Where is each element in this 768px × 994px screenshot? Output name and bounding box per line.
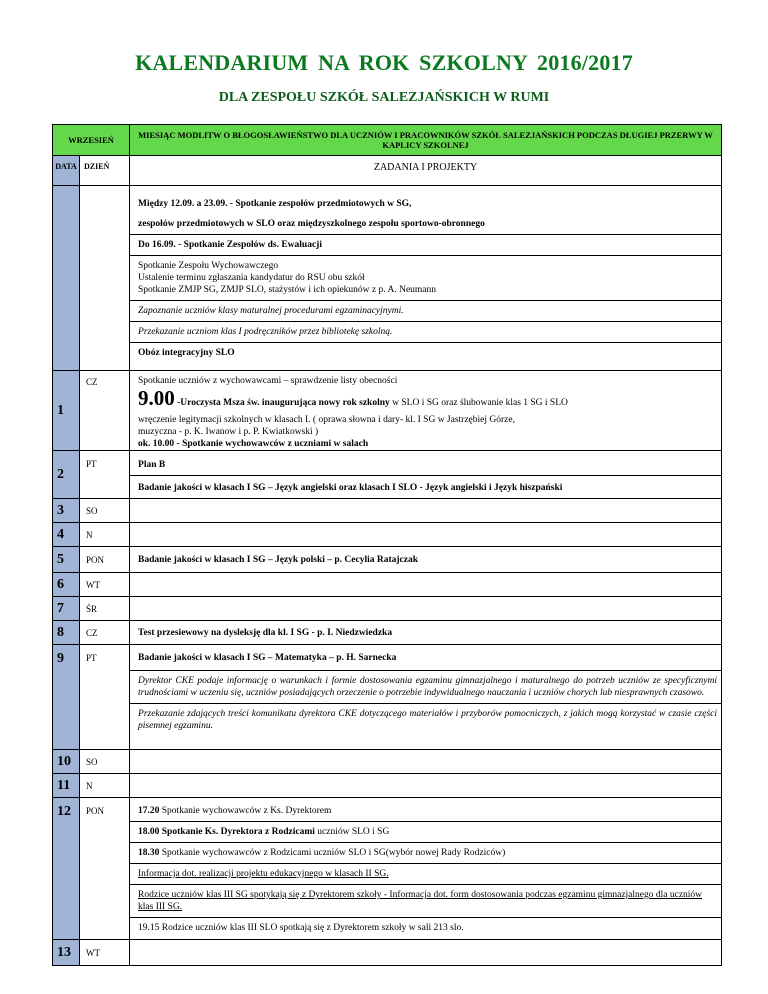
date-number: 5 <box>53 547 80 573</box>
day-tasks <box>130 597 722 621</box>
day-name: CZ <box>80 371 130 451</box>
day-row <box>53 547 722 573</box>
day-name: PON <box>80 547 130 573</box>
tasks-column-header: ZADANIA I PROJEKTY <box>130 156 722 186</box>
day-row <box>53 750 722 774</box>
date-cell <box>53 186 80 371</box>
day-name: SO <box>80 750 130 774</box>
date-column-header: DATA <box>53 156 80 186</box>
calendar-table <box>52 124 722 966</box>
day-name: N <box>80 774 130 798</box>
day-tasks: Badanie jakości w klasach I SG – Matematyka – p. H. Sarnecka Dyrektor CKE podaje informację o warunkach i formie dostosowania egzaminu gimnazjalnego i maturalnego do potrzeb uczniów ze specyficznymi trudnościami w uczeniu się, uczniów posiadających orzeczenie o potrzebie indywidualnego nauczania i uczniów chorych lub niesprawnych czasowo. Przekazanie zdających treści komunikatu dyrektora CKE dotyczącego materiałów i przyborów pomocniczych, z jakich mogą korzystać w czasie części pisemnej egzaminu. <box>130 645 722 750</box>
task-item: zespołów przedmiotowych w SLO oraz międzyszkolnego zespołu sportowo-obronnego <box>130 214 721 235</box>
task-item: Obóz integracyjny SLO <box>138 348 235 358</box>
day-tasks <box>130 774 722 798</box>
date-number: 11 <box>53 774 80 798</box>
column-header-row <box>53 156 722 186</box>
day-cell <box>80 186 130 371</box>
page-subtitle: DLA ZESPOŁU SZKÓŁ SALEZJAŃSKICH W RUMI <box>218 90 550 105</box>
date-number: 4 <box>53 523 80 547</box>
general-row <box>53 186 722 371</box>
day-column-header: DZIEŃ <box>80 156 130 186</box>
day-row <box>53 371 722 451</box>
task-item: Do 16.09. - Spotkanie Zespołów ds. Ewaluacji <box>130 235 721 256</box>
date-number: 7 <box>53 597 80 621</box>
date-number: 13 <box>53 940 80 966</box>
day-row <box>53 774 722 798</box>
date-number: 2 <box>53 451 80 499</box>
page-title: KALENDARIUM NA ROK SZKOLNY 2016/2017 <box>135 50 633 75</box>
day-name: PT <box>80 451 130 499</box>
day-tasks: 17.20 Spotkanie wychowawców z Ks. Dyrektorem 18.00 Spotkanie Ks. Dyrektora z Rodzicami uczniów SLO i SG 18.30 Spotkanie wychowawców z Rodzicami uczniów SLO i SG(wybór nowej Rady Rodziców) Informacja dot. realizacji projektu edukacyjnego w klasach II SG. Rodzice uczniów klas III SG spotykają się z Dyrektorem szkoły - Informacja dot. form dostosowania podczas egzaminu gimnazjalnego dla uczniów klas III SG. 19.15 Rodzice uczniów klas III SLO spotkają się z Dyrektorem szkoły w sali 213 slo. <box>130 798 722 940</box>
day-tasks <box>130 499 722 523</box>
task-item: Między 12.09. a 23.09. - Spotkanie zespołów przedmiotowych w SG, <box>138 199 412 209</box>
date-number: 1 <box>53 371 80 451</box>
day-row <box>53 451 722 499</box>
month-header-row <box>53 125 722 156</box>
day-name: WT <box>80 573 130 597</box>
day-row <box>53 499 722 523</box>
general-tasks <box>130 186 722 371</box>
day-tasks: Spotkanie uczniów z wychowawcami – sprawdzenie listy obecności 9.00 -Uroczysta Msza św. inaugurująca nowy rok szkolny w SLO i SG oraz ślubowanie klas 1 SG i SLO wręczenie legitymacji szkolnych w klasach I. ( oprawa słowna i dary- kl. I SG w Jastrzębiej Górze, muzyczna - p. K. Iwanow i p. P. Kwiatkowski ) ok. 10.00 - Spotkanie wychowawców z uczniami w salach <box>130 371 722 451</box>
month-name: WRZESIEŃ <box>53 125 130 156</box>
day-name: CZ <box>80 621 130 645</box>
day-tasks: Badanie jakości w klasach I SG – Język polski – p. Cecylia Ratajczak <box>130 547 722 573</box>
date-number: 3 <box>53 499 80 523</box>
task-item: Przekazanie uczniom klas I podręczników przez bibliotekę szkolną. <box>130 322 721 343</box>
day-tasks: Plan B Badanie jakości w klasach I SG – Język angielski oraz klasach I SLO - Język angielski i Język hiszpański <box>130 451 722 499</box>
day-name: ŚR <box>80 597 130 621</box>
day-tasks: Test przesiewowy na dysleksję dla kl. I SG - p. I. Niedzwiedzka <box>130 621 722 645</box>
date-number: 6 <box>53 573 80 597</box>
month-prayer-note: MIESIĄC MODLITW O BŁOGOSŁAWIEŃSTWO DLA UCZNIÓW I PRACOWNIKÓW SZKÓŁ SALEZJAŃSKICH PODCZAS DŁUGIEJ PRZERWY W KAPLICY SZKOLNEJ <box>130 125 722 156</box>
task-item: Zapoznanie uczniów klasy maturalnej procedurami egzaminacyjnymi. <box>130 301 721 322</box>
day-tasks <box>130 750 722 774</box>
task-item: Spotkanie Zespołu Wychowawczego Ustalenie terminu zgłaszania kandydatur do RSU obu szkół Spotkanie ZMJP SG, ZMJP SLO, stażystów i ich opiekunów z p. A. Neumann <box>130 256 721 301</box>
day-name: PT <box>80 645 130 750</box>
date-number: 8 <box>53 621 80 645</box>
day-row <box>53 645 722 750</box>
day-row <box>53 940 722 966</box>
day-row <box>53 597 722 621</box>
day-tasks <box>130 573 722 597</box>
day-row <box>53 573 722 597</box>
day-name: WT <box>80 940 130 966</box>
day-row <box>53 621 722 645</box>
day-tasks <box>130 523 722 547</box>
day-name: PON <box>80 798 130 940</box>
day-row <box>53 798 722 940</box>
date-number: 10 <box>53 750 80 774</box>
date-number: 12 <box>53 798 80 940</box>
day-tasks <box>130 940 722 966</box>
day-name: SO <box>80 499 130 523</box>
day-row <box>53 523 722 547</box>
day-name: N <box>80 523 130 547</box>
date-number: 9 <box>53 645 80 750</box>
